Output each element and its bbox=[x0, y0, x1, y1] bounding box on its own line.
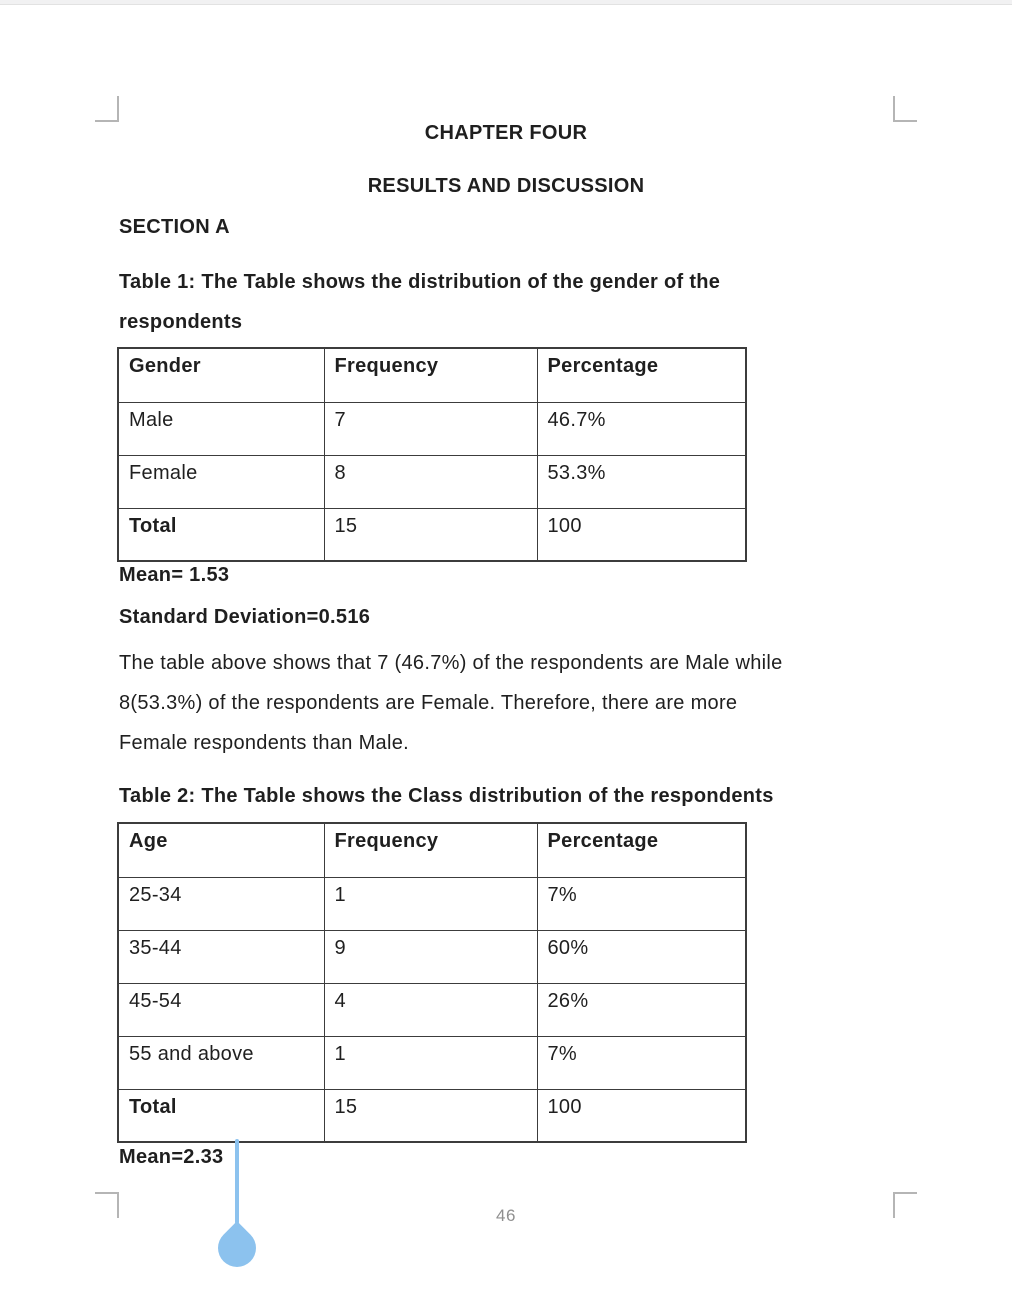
table-cell: 1 bbox=[324, 877, 537, 930]
table-row bbox=[118, 1036, 746, 1089]
table-cell: 53.3% bbox=[537, 455, 746, 508]
column-header: Age bbox=[118, 823, 324, 877]
table-cell: 7% bbox=[537, 877, 746, 930]
table-cell: 45-54 bbox=[118, 983, 324, 1036]
table2-caption bbox=[119, 776, 774, 816]
table-cell: 7 bbox=[324, 402, 537, 455]
section-heading: SECTION A bbox=[119, 216, 230, 238]
text-line: The table above shows that 7 (46.7%) of the respondents are Male while bbox=[119, 652, 783, 674]
table-row bbox=[118, 455, 746, 508]
table-cell: 1 bbox=[324, 1036, 537, 1089]
table-cell: 46.7% bbox=[537, 402, 746, 455]
analysis-paragraph bbox=[119, 643, 783, 763]
table-row bbox=[118, 983, 746, 1036]
table-cell: 8 bbox=[324, 455, 537, 508]
column-header: Frequency bbox=[324, 348, 537, 402]
text-line: Table 2: The Table shows the Class distribution of the respondents bbox=[119, 785, 774, 807]
table-header-row bbox=[118, 348, 746, 402]
page-top-edge bbox=[0, 0, 1012, 5]
table-cell: 100 bbox=[537, 1089, 746, 1142]
column-header: Percentage bbox=[537, 823, 746, 877]
table-cell: 15 bbox=[324, 508, 537, 561]
table-cell: 25-34 bbox=[118, 877, 324, 930]
table-cell: Total bbox=[118, 1089, 324, 1142]
column-header: Gender bbox=[118, 348, 324, 402]
table-cell: 9 bbox=[324, 930, 537, 983]
chapter-subtitle: RESULTS AND DISCUSSION bbox=[367, 175, 645, 197]
table-cell: 4 bbox=[324, 983, 537, 1036]
text-line: 8(53.3%) of the respondents are Female. Therefore, there are more bbox=[119, 692, 738, 714]
chapter-title: CHAPTER FOUR bbox=[424, 122, 588, 144]
table-row bbox=[118, 402, 746, 455]
table1-caption bbox=[119, 262, 720, 342]
table-header-row bbox=[118, 823, 746, 877]
table-cell: 7% bbox=[537, 1036, 746, 1089]
table-row bbox=[118, 930, 746, 983]
age-distribution-table bbox=[117, 822, 747, 1143]
table1-std-dev-value: Standard Deviation=0.516 bbox=[119, 606, 371, 628]
column-header: Frequency bbox=[324, 823, 537, 877]
table-row bbox=[118, 508, 746, 561]
text-cursor-drag-handle-icon[interactable] bbox=[210, 1221, 264, 1275]
text-line: Female respondents than Male. bbox=[119, 732, 409, 754]
table-cell: 35-44 bbox=[118, 930, 324, 983]
text-boundary-corner-icon bbox=[893, 96, 917, 122]
table-cell: 100 bbox=[537, 508, 746, 561]
table-row bbox=[118, 1089, 746, 1142]
text-boundary-corner-icon bbox=[95, 96, 119, 122]
table-cell: 15 bbox=[324, 1089, 537, 1142]
table-cell: Female bbox=[118, 455, 324, 508]
table1-mean-value: Mean= 1.53 bbox=[119, 564, 230, 586]
table-row bbox=[118, 877, 746, 930]
page-number: 46 bbox=[496, 1206, 516, 1225]
table-cell: 60% bbox=[537, 930, 746, 983]
column-header: Percentage bbox=[537, 348, 746, 402]
table-cell: 26% bbox=[537, 983, 746, 1036]
table-cell: 55 and above bbox=[118, 1036, 324, 1089]
gender-distribution-table bbox=[117, 347, 747, 562]
text-line: Table 1: The Table shows the distribution of the gender of the bbox=[119, 271, 721, 293]
text-line: respondents bbox=[119, 311, 243, 333]
table-cell: Total bbox=[118, 508, 324, 561]
table-cell: Male bbox=[118, 402, 324, 455]
table2-mean-value: Mean=2.33 bbox=[119, 1146, 224, 1168]
